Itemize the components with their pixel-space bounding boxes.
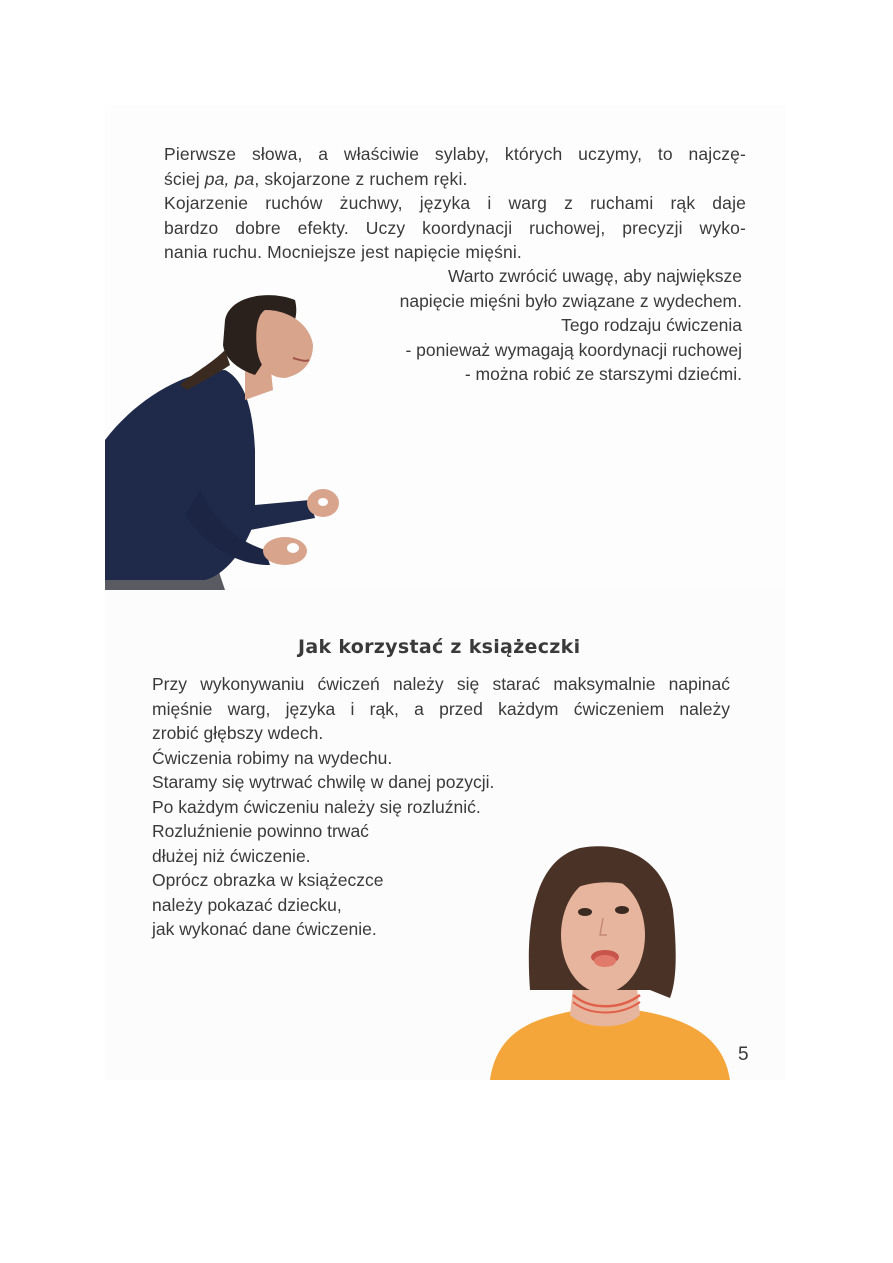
section-line: Staramy się wytrwać chwilę w danej pozycji.	[152, 772, 495, 792]
intro-line: nania ruchu. Mocniejsze jest napięcie mięśni.	[164, 242, 522, 262]
section-line: mięśnie warg, języka i rąk, a przed każdym ćwiczeniem należy	[152, 698, 730, 719]
intro-line-with-italic	[164, 167, 746, 192]
section-heading: Jak korzystać z książeczki	[298, 636, 581, 658]
note-paragraph	[330, 264, 742, 387]
section-line: Oprócz obrazka w książeczce	[152, 870, 384, 890]
note-line: Warto zwrócić uwagę, aby największe	[447, 266, 742, 286]
intro-paragraph	[164, 142, 746, 265]
section-line: Rozluźnienie powinno trwać	[152, 821, 369, 841]
intro-line: Kojarzenie ruchów żuchwy, języka i warg z ruchami rąk daje	[164, 193, 746, 213]
woman-photo	[105, 290, 345, 590]
intro-line: bardzo dobre efekty. Uczy koordynacji ruchowej, precyzji wyko-	[164, 217, 746, 238]
section-line: jak wykonać dane ćwiczenie.	[152, 919, 377, 939]
note-line: - można robić ze starszymi dziećmi.	[464, 364, 742, 384]
section-line: Przy wykonywaniu ćwiczeń należy się starać maksymalnie napinać	[152, 674, 730, 694]
section-line: zrobić głębszy wdech.	[152, 723, 324, 743]
intro-line-end: , skojarzone z ruchem ręki.	[254, 168, 468, 189]
woman-illustration	[105, 290, 345, 590]
page-number: 5	[738, 1044, 749, 1065]
section-line: Ćwiczenia robimy na wydechu.	[152, 747, 393, 768]
girl-illustration	[485, 830, 735, 1080]
intro-line-start: ściej	[164, 168, 205, 189]
section-line: Po każdym ćwiczeniu należy się rozluźnić.	[152, 796, 481, 817]
note-line: napięcie mięśni było związane z wydechem.	[399, 290, 742, 311]
note-line: - ponieważ wymagają koordynacji ruchowej	[405, 339, 742, 360]
girl-photo	[485, 830, 735, 1080]
section-line: dłużej niż ćwiczenie.	[152, 845, 311, 866]
italic-phrase: pa, pa	[204, 168, 255, 189]
section-line: należy pokazać dziecku,	[152, 894, 342, 915]
intro-line: Pierwsze słowa, a właściwie sylaby, których uczymy, to najczę-	[164, 144, 746, 164]
note-line: Tego rodzaju ćwiczenia	[561, 315, 742, 335]
